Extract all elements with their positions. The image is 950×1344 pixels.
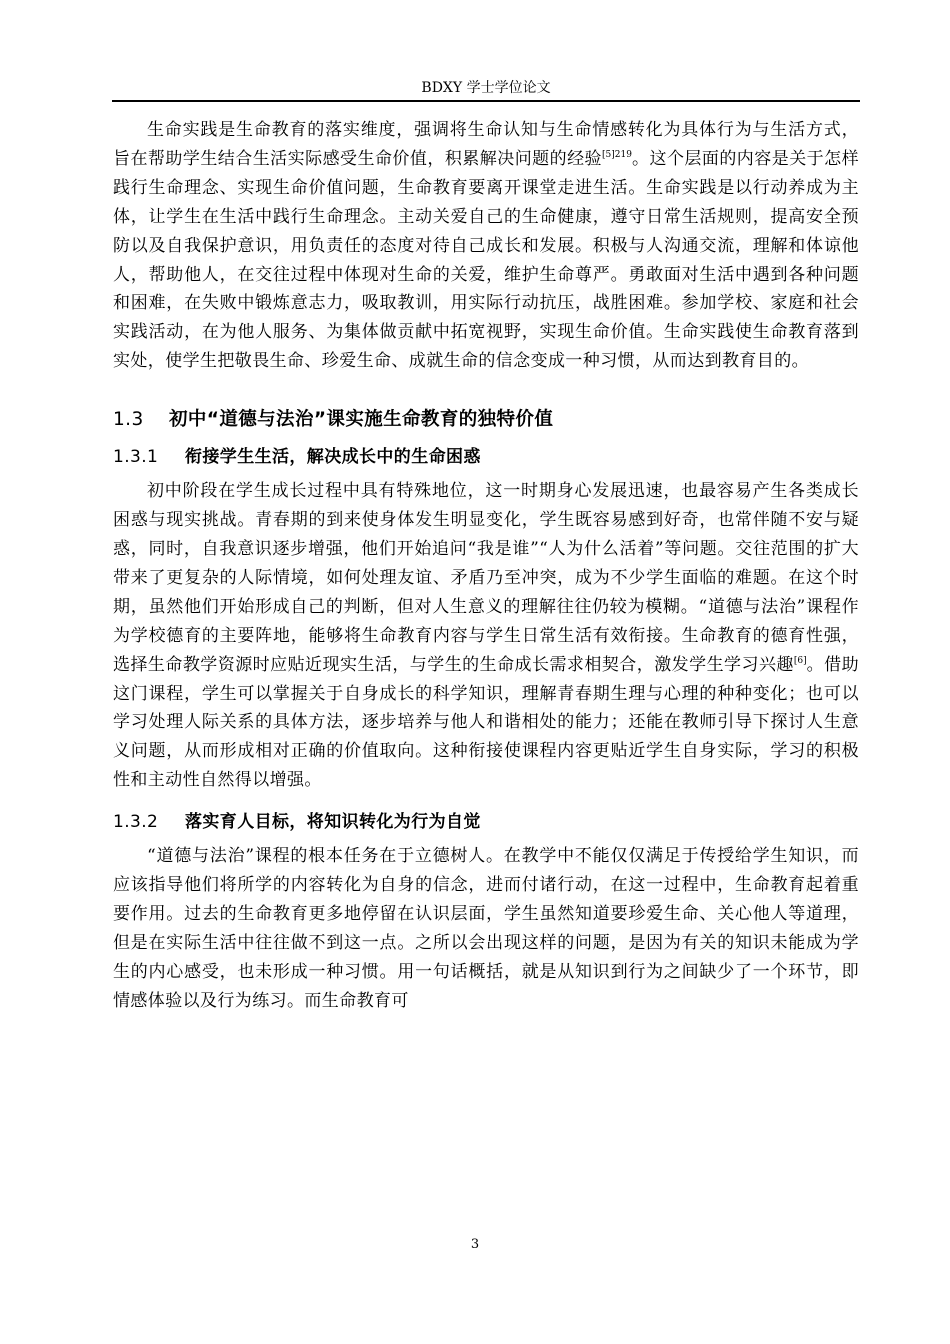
section-heading-1-3 [113, 407, 859, 433]
subsection-number: 1.3.1 [113, 447, 159, 468]
running-header: BDXY 学士学位论文 [421, 80, 551, 96]
paragraph-text: 。借助这门课程，学生可以掌握关于自身成长的科学知识，理解青春期生理与心理的种种变化；也可以学习处理人际关系的具体方法，逐步培养与他人和谐相处的能力；还能在教师引导下探讨人生意义问题，从而形成相对正确的价值取向。这种衔接使课程内容更贴近学生自身实际，学习的积极性和主动性自然得以增强。 [113, 654, 859, 791]
paragraph-text: “道德与法治”课程的根本任务在于立德树人。在教学中不能仅仅满足于传授给学生知识，而应该指导他们将所学的内容转化为自身的信念，进而付诸行动，在这一过程中，生命教育起着重要作用。过去的生命教育更多地停留在认识层面，学生虽然知道要珍爱生命、关心他人等道理，但是在实际生活中往往做不到这一点。之所以会出现这样的问题，是因为有关的知识未能成为学生的内心感受，也未形成一种习惯。用一句话概括，就是从知识到行为之间缺少了一个环节，即情感体验以及行为练习。而生命教育可 [113, 846, 859, 1011]
paragraph-text: 。这个层面的内容是关于怎样践行生命理念、实现生命价值问题，生命教育要离开课堂走进生活。生命实践是以行动养成为主体，让学生在生活中践行生命理念。主动关爱自己的生命健康，遵守日常生活规则，提高安全预防以及自我保护意识，用负责任的态度对待自己成长和发展。积极与人沟通交流，理解和体谅他人，帮助他人，在交往过程中体现对生命的关爱，维护生命尊严。勇敢面对生活中遇到各种问题和困难，在失败中锻炼意志力，吸取教训，用实际行动抗压，战胜困难。参加学校、家庭和社会实践活动，在为他人服务、为集体做贡献中拓宽视野，实现生命价值。生命实践使生命教育落到实处，使学生把敬畏生命、珍爱生命、成就生命的信念变成一种习惯，从而达到教育目的。 [113, 148, 859, 372]
citation: [5]219 [602, 149, 632, 160]
section-number: 1.3 [113, 409, 144, 431]
subsection-heading-1-3-2 [113, 809, 859, 835]
page-number: 3 [470, 1237, 480, 1252]
subsection-title: 落实育人目标，将知识转化为行为自觉 [185, 812, 481, 833]
paragraph-text: 初中阶段在学生成长过程中具有特殊地位，这一时期身心发展迅速，也最容易产生各类成长困惑与现实挑战。青春期的到来使身体发生明显变化，学生既容易感到好奇，也常伴随不安与疑惑，同时，自我意识逐步增强，他们开始追问“我是谁”“人为什么活着”等问题。交往范围的扩大带来了更复杂的人际情境，如何处理友谊、矛盾乃至冲突，成为不少学生面临的难题。在这个时期，虽然他们开始形成自己的判断，但对人生意义的理解往往仍较为模糊。“道德与法治”课程作为学校德育的主要阵地，能够将生命教育内容与学生日常生活有效衔接。生命教育的德育性强，选择生命教学资源时应贴近现实生活，与学生的生命成长需求相契合，激发学生学习兴趣 [113, 481, 859, 675]
subsection-number: 1.3.2 [113, 812, 159, 833]
paragraph-text: 生命实践是生命教育的落实维度，强调将生命认知与生命情感转化为具体行为与生活方式，旨在帮助学生结合生活实际感受生命价值，积累解决问题的经验 [113, 120, 859, 169]
paragraph-junior-stage [113, 477, 859, 795]
paragraph-life-practice [113, 116, 859, 376]
page-body [113, 116, 859, 1016]
subsection-title: 衔接学生生活，解决成长中的生命困惑 [185, 447, 481, 468]
header-rule [112, 100, 860, 102]
section-title: 初中“道德与法治”课实施生命教育的独特价值 [169, 409, 554, 431]
subsection-heading-1-3-1 [113, 444, 859, 470]
citation: [6] [793, 655, 807, 666]
paragraph-moral-education [113, 842, 859, 1015]
